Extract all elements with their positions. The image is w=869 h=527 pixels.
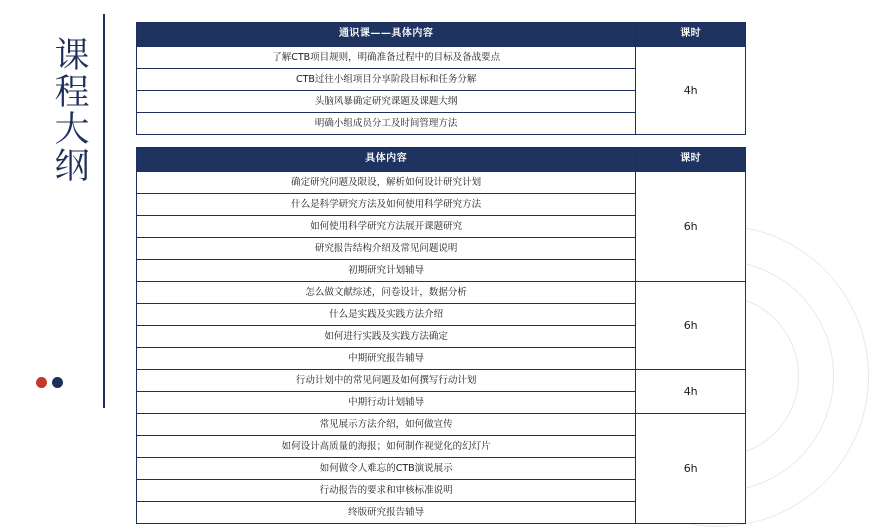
table-body <box>137 172 746 524</box>
general-course-table <box>136 22 746 135</box>
cell-content: 头脑风暴确定研究课题及课题大纲 <box>137 91 636 113</box>
cell-content: 行动报告的要求和审核标准说明 <box>137 480 636 502</box>
table-row <box>137 414 746 436</box>
curriculum-tables <box>136 22 746 524</box>
cell-hours: 6h <box>636 282 746 370</box>
table-row <box>137 370 746 392</box>
decorative-dots <box>36 377 63 388</box>
cell-content: 什么是科学研究方法及如何使用科学研究方法 <box>137 194 636 216</box>
cell-content: 什么是实践及实践方法介绍 <box>137 304 636 326</box>
column-header-hours: 课时 <box>636 23 746 47</box>
cell-content: 研究报告结构介绍及常见问题说明 <box>137 238 636 260</box>
cell-content: CTB过往小组项目分享阶段目标和任务分解 <box>137 69 636 91</box>
table-body <box>137 47 746 135</box>
cell-content: 如何使用科学研究方法展开课题研究 <box>137 216 636 238</box>
cell-hours: 4h <box>636 47 746 135</box>
cell-content: 了解CTB项目规则，明确准备过程中的目标及备战要点 <box>137 47 636 69</box>
dot-navy-icon <box>52 377 63 388</box>
cell-content: 明确小组成员分工及时间管理方法 <box>137 113 636 135</box>
cell-content: 初期研究计划辅导 <box>137 260 636 282</box>
dot-red-icon <box>36 377 47 388</box>
cell-content: 如何进行实践及实践方法确定 <box>137 326 636 348</box>
cell-content: 终版研究报告辅导 <box>137 502 636 524</box>
cell-content: 如何设计高质量的海报；如何制作视觉化的幻灯片 <box>137 436 636 458</box>
cell-content: 常见展示方法介绍，如何做宣传 <box>137 414 636 436</box>
detail-course-table <box>136 147 746 524</box>
cell-content: 中期研究报告辅导 <box>137 348 636 370</box>
table-row <box>137 47 746 69</box>
cell-content: 行动计划中的常见问题及如何撰写行动计划 <box>137 370 636 392</box>
cell-hours: 6h <box>636 172 746 282</box>
cell-content: 确定研究问题及限设，解析如何设计研究计划 <box>137 172 636 194</box>
title-divider <box>103 14 105 408</box>
cell-content: 怎么做文献综述，问卷设计，数据分析 <box>137 282 636 304</box>
column-header-content: 具体内容 <box>137 148 636 172</box>
slide-title-block <box>28 18 110 406</box>
column-header-hours: 课时 <box>636 148 746 172</box>
table-row <box>137 282 746 304</box>
cell-content: 如何做令人难忘的CTB演说展示 <box>137 458 636 480</box>
table-header-row <box>137 148 746 172</box>
column-header-content: 通识课——具体内容 <box>137 23 636 47</box>
cell-content: 中期行动计划辅导 <box>137 392 636 414</box>
table-header-row <box>137 23 746 47</box>
page-title: 课程大纲 <box>49 36 89 184</box>
table-row <box>137 172 746 194</box>
cell-hours: 6h <box>636 414 746 524</box>
cell-hours: 4h <box>636 370 746 414</box>
